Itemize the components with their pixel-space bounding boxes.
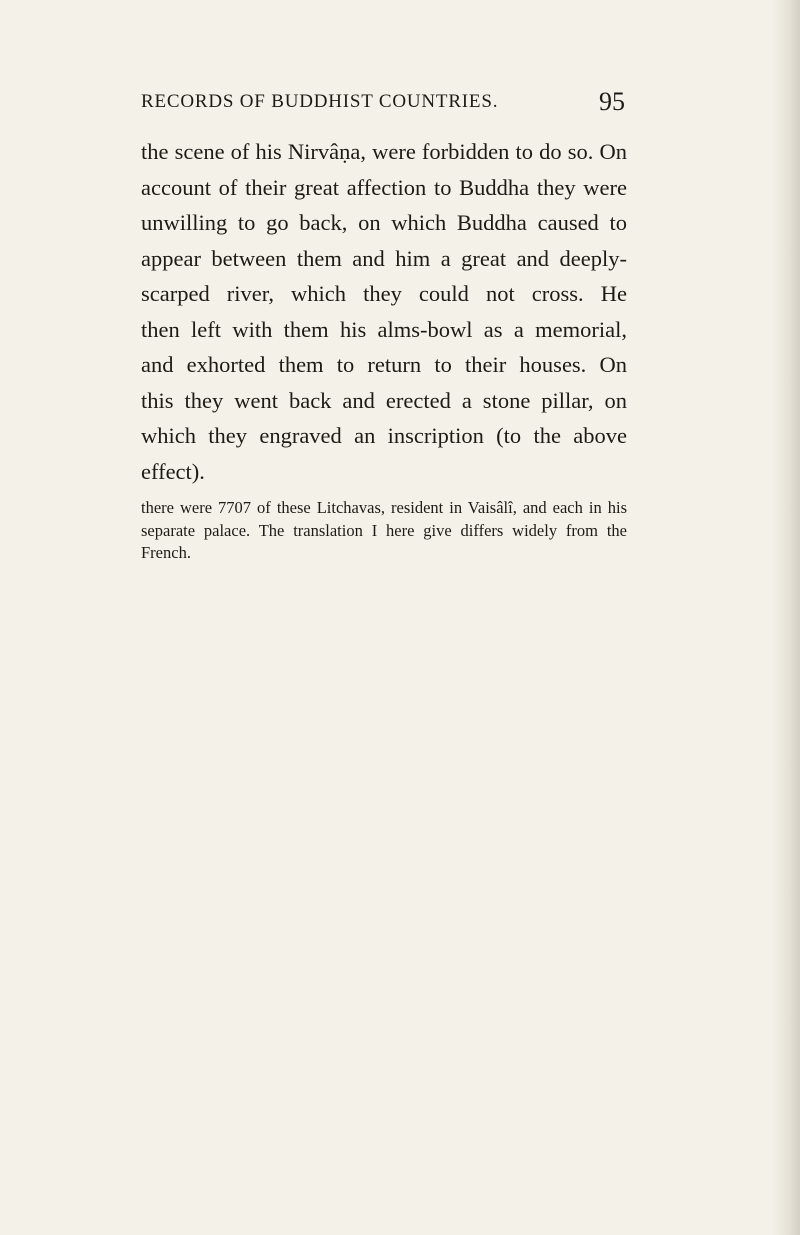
body-line: unwilling to go back, on which Buddha caused to [141,210,627,235]
footnote-line: French. [141,543,191,562]
footnote [141,497,627,565]
body-line: this they went back and erected a stone pillar, on [141,387,627,413]
body-line: which they engraved an inscription (to the above [141,423,627,448]
body-line: account of their great affection to Buddha they were [141,174,627,200]
running-title: RECORDS OF BUDDHIST COUNTRIES. [141,91,499,112]
body-paragraph [141,134,627,489]
body-line: scarped river, which they could not cross. He [141,281,627,306]
running-head [141,87,625,121]
page-edge-shadow [772,0,800,1235]
footnote-line: separate palace. The translation I here give differs widely from the [141,520,627,540]
body-line: effect). [141,458,205,484]
body-line: appear between them and him a great and deeply- [141,245,627,271]
body-line: then left with them his alms-bowl as a memorial, [141,316,627,342]
body-line: the scene of his Nirvâṇa, were forbidden to do so. On [141,139,627,164]
body-line: and exhorted them to return to their houses. On [141,352,627,377]
footnote-line: there were 7707 of these Litchavas, resident in Vaisâlî, and each in his [141,498,627,517]
page-number: 95 [599,87,625,116]
